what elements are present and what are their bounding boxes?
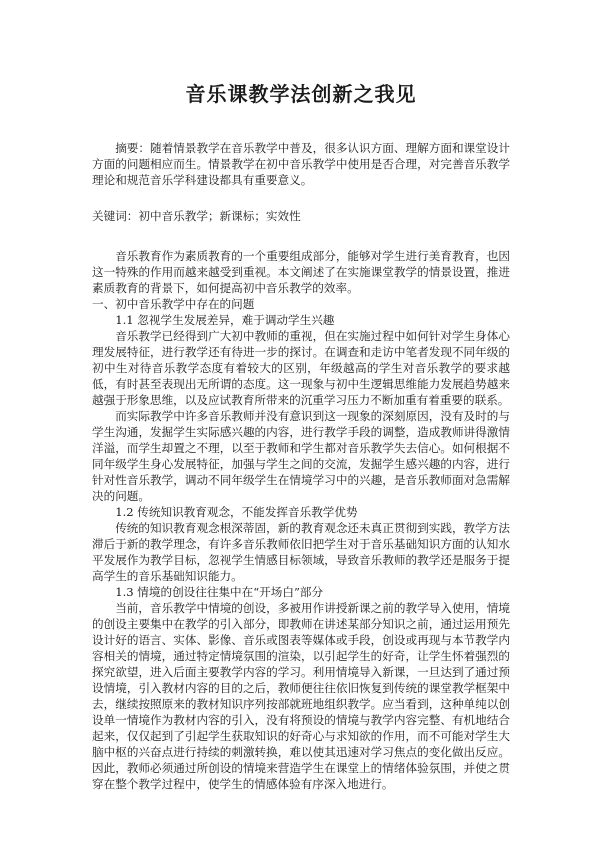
abstract: 摘要：随着情景教学在音乐教学中普及，很多认识方面、理解方面和课堂设计方面的问题相应而生。情景教学在初中音乐教学中使用是否合理，对完善音乐教学理论和规范音乐学科建设都具有重要意义。 [92, 141, 510, 187]
body-text [92, 248, 510, 792]
subsection-heading-1-1: 1.1 忽视学生发展差异，难于调动学生兴趣 [115, 313, 335, 327]
paragraph-4: 当前，音乐教学中情境的创设，多被用作讲授新课之前的教学导入使用，情境的创设主要集中在教学的引入部分，即教师在讲述某部分知识之前，通过运用预先设计好的语言、实体、影像、音乐或图表等媒体或手段，创设或再现与本节教学内容相关的情境，通过特定情境氛围的渲染，以引起学生的好奇，让学生怀着强烈的探究欲望，进入后面主要教学内容的学习。利用情境导入新课，一旦达到了通过预设情境，引入教材内容的目的之后，教师便往往依旧恢复到传统的课堂教学框架中去，继续按照原来的教材知识序列按部就班地组织教学。应当看到，这种单纯以创设单一情境作为教材内容的引入，没有将预设的情境与教学内容完整、有机地结合起来，仅仅起到了引起学生获取知识的好奇心与求知欲的作用，而不可能对学生大脑中枢的兴奋点进行持续的刺激转换，难以使其迅速对学习焦点的变化做出反应。因此，教师必须通过所创设的情境来营造学生在课堂上的情绪体验氛围，并使之贯穿在整个教学过程中，使学生的情感体验有序深入地进行。 [92, 601, 510, 791]
intro-paragraph: 音乐教育作为素质教育的一个重要组成部分，能够对学生进行美育教育，也因这一特殊的作用而越来越受到重视。本文阐述了在实施课堂教学的情景设置，推进素质教育的背景下，如何提高初中音乐教学的效率。 [92, 249, 510, 295]
subsection-heading-1-2: 1.2 传统知识教育观念，不能发挥音乐教学优势 [115, 505, 358, 519]
page-title: 音乐课教学法创新之我见 [185, 82, 417, 106]
paragraph-1: 音乐教学已经得到广大初中教师的重视，但在实施过程中如何针对学生身体心理发展特征，进行教学还有待进一步的探讨。在调查和走访中笔者发现不同年级的初中生对待音乐教学态度有着较大的区别，年级越高的学生对音乐教学的要求越低，有时甚至表现出无所谓的态度。这一现象与初中生逻辑思维能力发展趋势越来越强于形象思维，以及应试教育所带来的沉重学习压力不断加重有着重要的联系。 [92, 329, 510, 407]
paragraph-3: 传统的知识教育观念根深蒂固，新的教育观念还未真正贯彻到实践，教学方法滞后于新的教学理念，有许多音乐教师依旧把学生对于音乐基础知识方面的认知水平发展作为教学目标，忽视学生情感目标领域，导致音乐教师的教学还是服务于提高学生的音乐基础知识能力。 [92, 521, 510, 583]
keywords: 关键词：初中音乐教学；新课标；实效性 [92, 209, 301, 223]
section-heading-1: 一、初中音乐教学中存在的问题 [92, 297, 255, 311]
subsection-heading-1-3: 1.3 情境的创设往往集中在“开场白”部分 [115, 585, 324, 599]
paragraph-2: 而实际教学中许多音乐教师并没有意识到这一现象的深刻原因，没有及时的与学生沟通，发掘学生实际感兴趣的内容，进行教学手段的调整，造成教师讲得激情洋溢，而学生却置之不理，以至于教师和学生都对音乐教学失去信心。如何根据不同年级学生身心发展特征，加强与学生之间的交流，发掘学生感兴趣的内容，进行针对性音乐教学，调动不同年级学生在情境学习中的兴趣，是音乐教师面对急需解决的问题。 [92, 409, 510, 503]
